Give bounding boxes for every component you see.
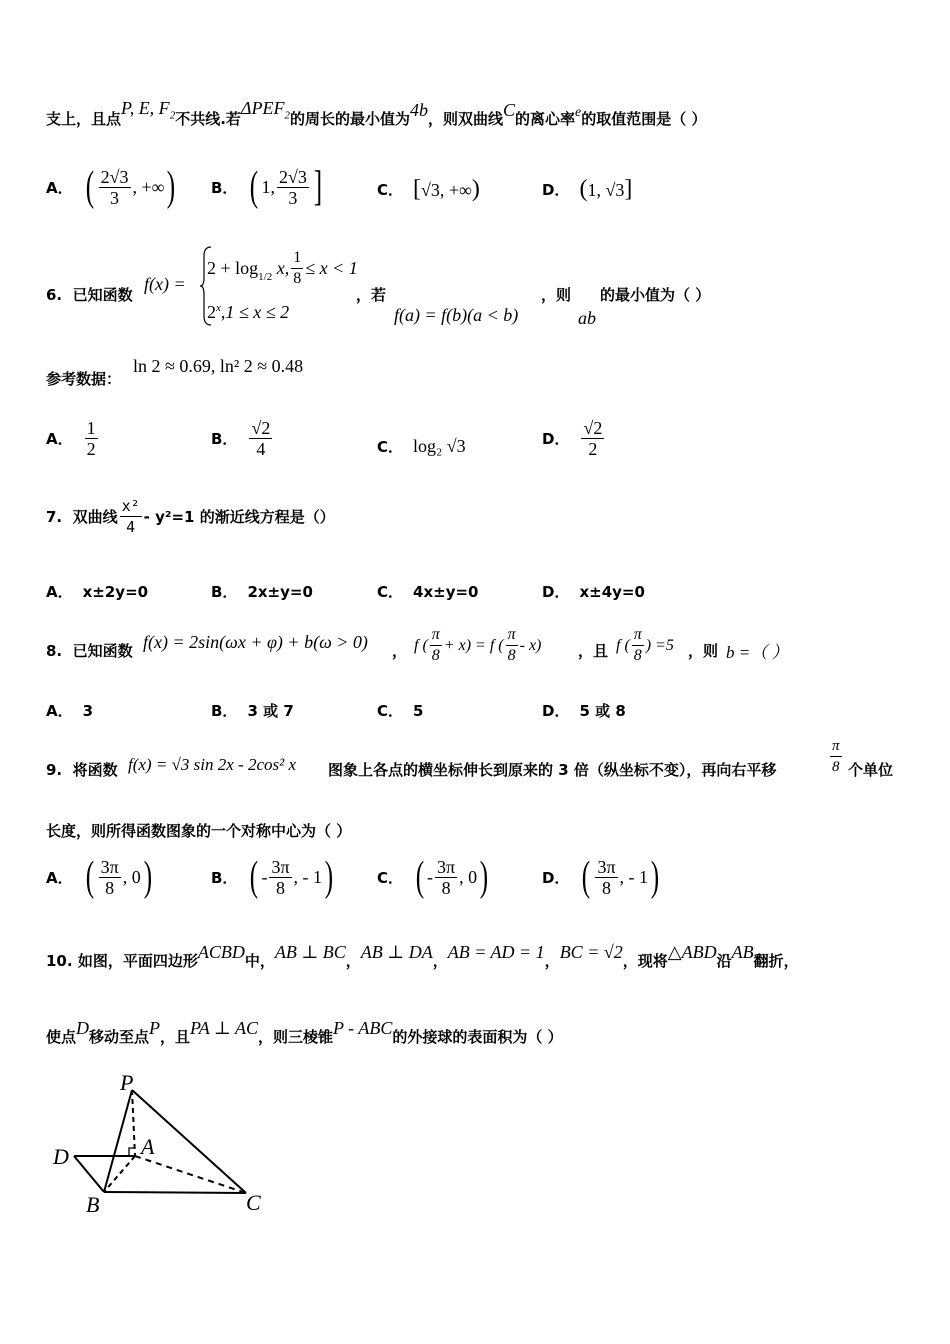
q10-number: 10. [46, 952, 73, 970]
q8-option-c[interactable]: C． 5 [377, 701, 424, 720]
q8-number: 8. [46, 642, 63, 660]
q6-ref-data: ln 2 ≈ 0.69, ln² 2 ≈ 0.48 [133, 356, 304, 376]
q9-number: 9. [46, 761, 63, 779]
q9-text-2: 图象上各点的横坐标伸长到原来的 3 倍（纵坐标不变），再向右平移 [328, 761, 777, 779]
q7-option-b[interactable]: B． 2x±y=0 [211, 582, 313, 601]
q7-option-a[interactable]: A． x±2y=0 [46, 582, 149, 601]
label-b: B [86, 1192, 100, 1217]
q5-text-3: 的周长的最小值为 [289, 110, 410, 128]
q7-text-1: 双曲线 [72, 508, 118, 526]
q5-e: e [575, 105, 582, 120]
q8-option-a[interactable]: A． 3 [46, 701, 94, 720]
q7-number: 7. [46, 507, 63, 526]
q5-4b: 4b [409, 100, 428, 120]
q6-text-2: ，若 [356, 286, 387, 304]
q8-option-b[interactable]: B． 3 或 7 [211, 702, 294, 720]
q7-option-d[interactable]: D． x±4y=0 [542, 582, 645, 601]
q9-option-d[interactable]: D． ( $\frac{3\pi}{8}$ , - 1 ) [542, 854, 660, 900]
q8-symmetry: f ( $\frac{\pi}{8}$ + x) = f ( $\frac{\pi}{8}$ - x) [414, 626, 542, 664]
q7-text-2: - y²=1 的渐近线方程是（） [143, 508, 335, 526]
q5-text-6: 的取值范围是（ ） [581, 110, 707, 128]
q6-option-d[interactable]: D． $\frac{√2}{2}$ [542, 418, 603, 459]
q8-text-1: 已知函数 [72, 642, 133, 660]
q9-function: f(x) = √3 sin 2x - 2cos² x [128, 755, 296, 774]
q6-case-2: $2^x,1 \le x \le 2$ [207, 302, 290, 322]
q7-stem [46, 496, 335, 537]
q7-fraction: $\frac{\text{x²}}{4}$ [121, 497, 140, 536]
q8-text-3: ，则 [688, 642, 719, 660]
q5-triangle: $\Delta PEF_2$ [240, 98, 290, 122]
edge-db [74, 1156, 104, 1192]
q5-option-b[interactable]: B． ( 1, $\frac{2√3}{3}$ ] [211, 164, 323, 210]
q5-points: P, E, $F_2$ [121, 98, 176, 122]
q5-text-4: ，则双曲线 [427, 110, 503, 128]
q5-text-2: 不共线.若 [175, 110, 241, 128]
q8-ask: b =（ ） [726, 643, 789, 662]
q6-stem [46, 284, 133, 305]
q6-option-a[interactable]: A． $\frac{1}{2}$ [46, 418, 96, 459]
edge-bc [104, 1192, 246, 1193]
q9-line-2: 长度，则所得函数图象的一个对称中心为（ ） [46, 822, 352, 840]
edge-pa [132, 1090, 135, 1156]
q6-func-name: f(x) = [144, 274, 186, 294]
q8-stem [46, 640, 133, 661]
q7-option-c[interactable]: C． 4x±y=0 [377, 582, 479, 601]
q8-function: f(x) = 2sin(ωx + φ) + b(ω > 0) [143, 632, 368, 652]
label-a: A [141, 1134, 155, 1159]
q8-text-2: ，且 [578, 642, 609, 660]
q9-option-c[interactable]: C． ( - $\frac{3\pi}{8}$ , 0 ) [377, 854, 489, 900]
q10-figure [48, 1068, 278, 1218]
q10-line-1: 10. 如图，平面四边形ACBD中，AB ⊥ BC，AB ⊥ DA，AB = AD = 1，BC = √2，现将△ABD沿AB翻折， [46, 942, 799, 970]
q6-text-1: 已知函数 [72, 286, 133, 304]
q6-text-4: 的最小值为（ ） [600, 286, 711, 304]
q6-case-1: 2 + log 1/2 x, $\frac{1}{8}$ ≤ x < 1 [207, 249, 358, 287]
q8-option-d[interactable]: D． 5 或 8 [542, 702, 626, 720]
q6-ab: ab [578, 308, 596, 328]
q5-stem [46, 98, 707, 132]
q6-ref-label: 参考数据： [46, 370, 122, 388]
q8-value: f ( $\frac{\pi}{8}$ ) =5 [616, 626, 674, 664]
q5-option-d[interactable]: D． (1, √3] [542, 176, 633, 202]
q6-condition: f(a) = f(b)(a < b) [394, 305, 519, 325]
q5-option-c[interactable]: C． [√3, +∞) [377, 176, 480, 202]
q6-option-b[interactable]: B． $\frac{√2}{4}$ [211, 418, 271, 459]
q9-shift: $\frac{\pi}{8}$ [832, 738, 840, 775]
q9-text-1: 将函数 [72, 761, 118, 779]
q5-text-5: 的离心率 [515, 110, 576, 128]
label-p: P [120, 1070, 134, 1095]
q10-line-2: 使点D移动至点P，且PA ⊥ AC，则三棱锥P - ABC的外接球的表面积为（ ） [46, 1018, 563, 1046]
q8-comma: ， [392, 642, 408, 660]
q9-stem [46, 759, 118, 780]
edge-pb [104, 1090, 132, 1192]
q9-text-3: 个单位 [848, 761, 894, 779]
q5-option-a[interactable]: A． ( $\frac{2√3}{3}$ , +∞ ) [46, 164, 176, 210]
q9-option-b[interactable]: B． ( - $\frac{3\pi}{8}$ , - 1 ) [211, 854, 334, 900]
label-d: D [53, 1144, 69, 1169]
q6-number: 6. [46, 286, 63, 304]
edge-ac [135, 1156, 246, 1193]
label-c: C [246, 1190, 261, 1215]
q5-curve-c: C [502, 100, 515, 120]
q6-option-c[interactable]: C． log₂ √3 [377, 436, 466, 456]
q6-text-3: ，则 [541, 286, 572, 304]
q9-option-a[interactable]: A． ( $\frac{3\pi}{8}$ , 0 ) [46, 854, 152, 900]
q5-text-1: 支上，且点 [46, 110, 122, 128]
